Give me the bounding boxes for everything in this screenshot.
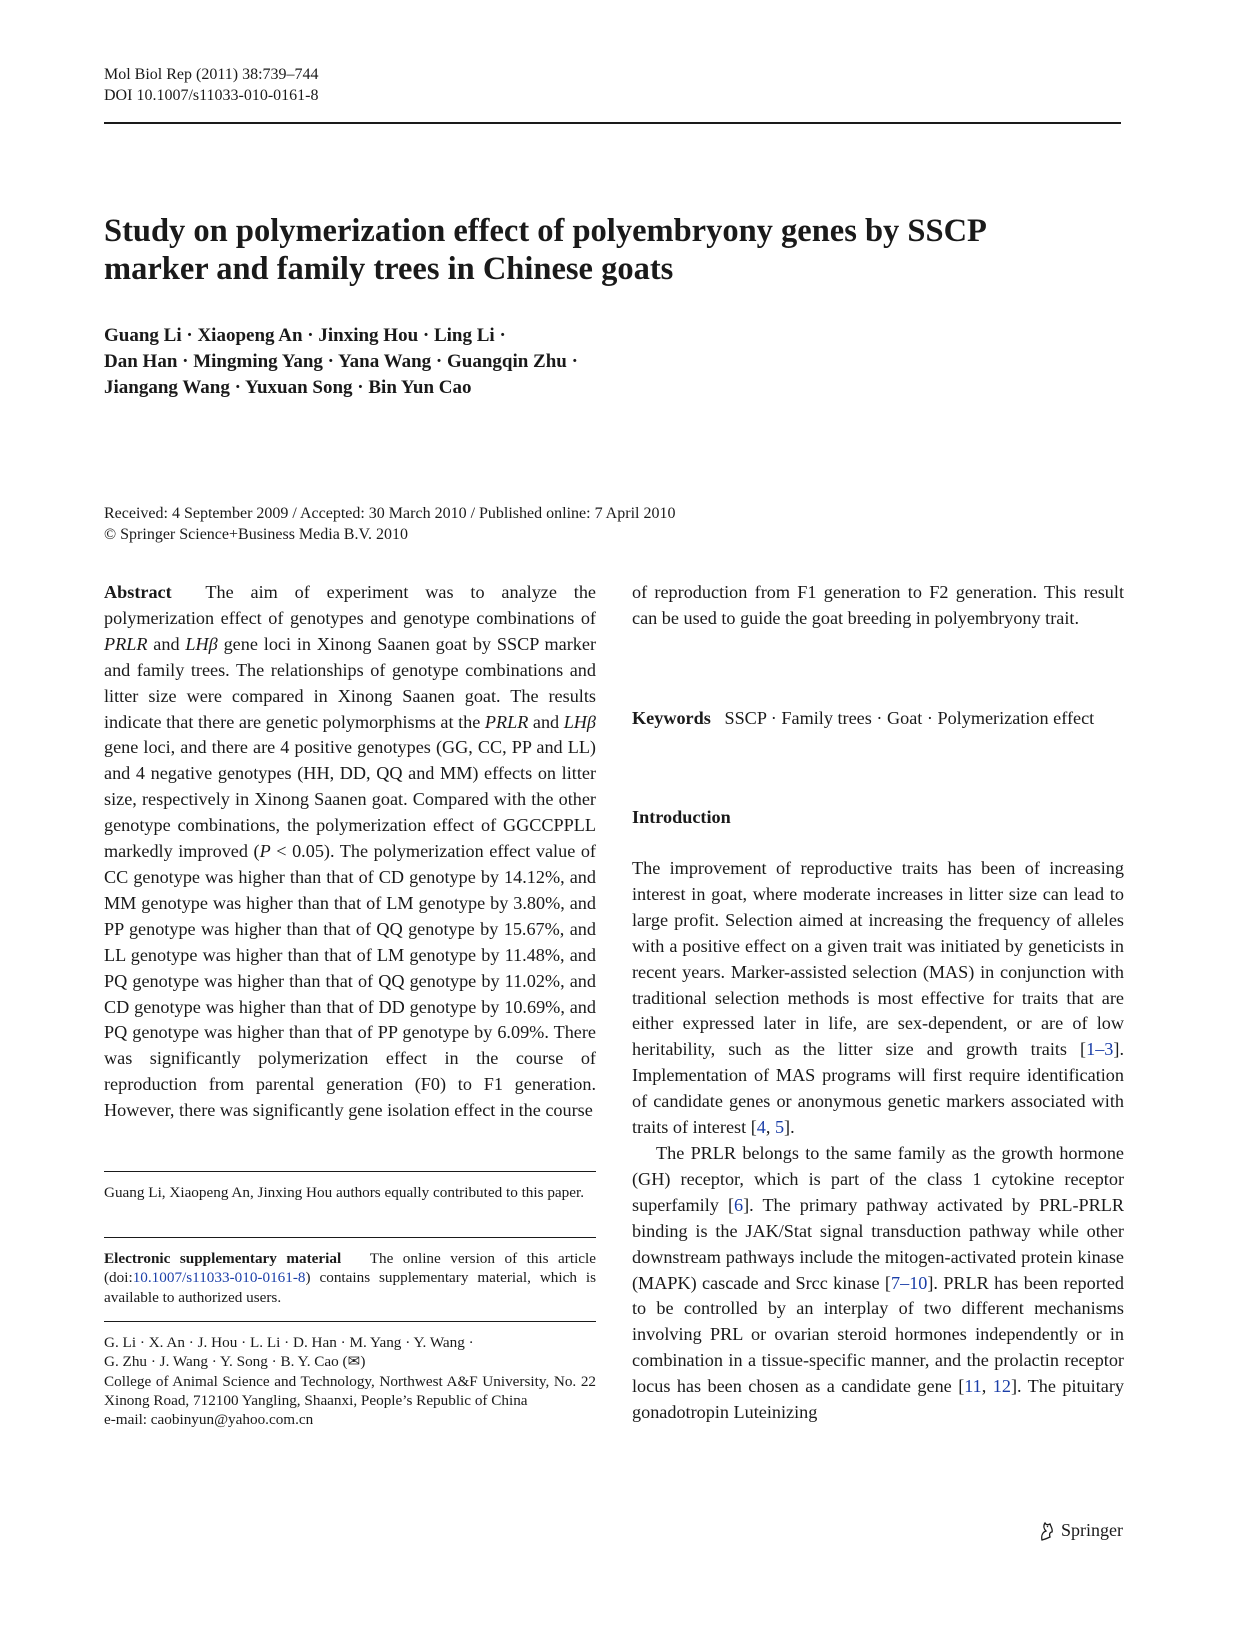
gene-name: PRLR <box>104 633 148 654</box>
title-line: Study on polymerization effect of polyembryony genes by SSCP <box>104 213 987 249</box>
journal-citation: Mol Biol Rep (2011) 38:739–744 <box>104 66 319 83</box>
citation-link[interactable]: 12 <box>992 1376 1011 1397</box>
abstract <box>104 580 596 1124</box>
affiliation-names: ) <box>360 1353 366 1371</box>
abstract-label: Abstract <box>104 582 172 602</box>
publisher-name: Springer <box>1061 1520 1123 1540</box>
citation-link[interactable]: 6 <box>734 1194 744 1215</box>
paragraph-text: ]. The primary pathway activated by PRL-PRLR binding is the JAK/Stat signal transduction pathway while other downstream pathways include the mitogen-activated protein kinase (MAPK) cascade and Srcc kinase [ <box>632 1194 1124 1293</box>
paragraph-text: ]. <box>784 1117 795 1138</box>
paragraph-text: The improvement of reproductive traits has been of increasing interest in goat, where moderate increases in litter size can lead to large profit. Selection aimed at increasing the frequency of alleles with a positive effect on a given trait was initiated by geneticists in recent years. Marker-assisted selection (MAS) in conjunction with traditional selection methods is most effective for traits that are either expressed later in life, are sex-dependent, or are of low heritability, such as the litter size and growth traits [ <box>632 858 1124 1060</box>
publication-dates <box>104 503 675 545</box>
doi-line: DOI 10.1007/s11033-010-0161-8 <box>104 87 319 104</box>
gene-name: LHβ <box>563 711 596 732</box>
abstract-continuation-block <box>632 580 1124 632</box>
citation-link[interactable]: 7–10 <box>891 1272 928 1293</box>
title-line: marker and family trees in Chinese goats <box>104 251 674 287</box>
intro-paragraph-2 <box>632 1141 1124 1426</box>
abstract-text: and <box>147 633 186 654</box>
introduction-body <box>632 856 1124 1426</box>
citation-link[interactable]: 11 <box>964 1376 982 1397</box>
keywords-label: Keywords <box>632 708 711 728</box>
left-column <box>104 580 596 1124</box>
equal-contribution-note <box>104 1183 596 1202</box>
author-list <box>104 323 578 401</box>
received-accepted-line: Received: 4 September 2009 / Accepted: 30 March 2010 / Published online: 7 April 2010 <box>104 505 676 522</box>
article-title <box>104 212 1104 288</box>
envelope-icon: ✉ <box>347 1353 361 1371</box>
introduction-heading-block <box>632 805 1124 831</box>
footnote-text: The online version of this article (doi: <box>104 1250 596 1287</box>
springer-horse-icon <box>1038 1521 1056 1541</box>
abstract-text: < 0.05). The polymerization effect value of CC genotype was higher than that of CD genotype by 14.12%, and MM genotype was higher than that of LM genotype by 3.80%, and PP genotype was higher than that of QQ genotype by 15.67%, and LL genotype was higher than that of LM genotype by 11.48%, and PQ genotype was higher than that of QQ genotype by 11.02%, and CD genotype was higher than that of DD genotype by 10.69%, and PQ genotype was higher than that of PP genotype by 6.09%. There was significantly polymerization effect in the course of reproduction from parental generation (F0) to F1 generation. However, there was significantly gene isolation effect in the course <box>104 841 596 1121</box>
footnote-rule <box>104 1171 596 1172</box>
copyright-line: © Springer Science+Business Media B.V. 2010 <box>104 526 408 543</box>
running-header <box>104 64 319 106</box>
footnote-text: Guang Li, Xiaopeng An, Jinxing Hou authors equally contributed to this paper. <box>104 1184 585 1201</box>
publisher-logo <box>1038 1520 1123 1541</box>
gene-name: LHβ <box>185 633 218 654</box>
keywords-text: SSCP · Family trees · Goat · Polymerization effect <box>724 708 1095 728</box>
intro-paragraph-1 <box>632 856 1124 1141</box>
esm-label: Electronic supplementary material <box>104 1250 342 1267</box>
paragraph-text: , <box>981 1376 993 1397</box>
footnote-rule <box>104 1321 596 1322</box>
citation-link[interactable]: 1–3 <box>1086 1039 1114 1060</box>
affiliation-note <box>104 1333 596 1429</box>
author-line: Jiangang Wang · Yuxuan Song · Bin Yun Cao <box>104 377 472 398</box>
abstract-text: gene loci, and there are 4 positive genotypes (GG, CC, PP and LL) and 4 negative genotypes (HH, DD, QQ and MM) effects on litter size, respectively in Xinong Saanen goat. Compared with the other genotype combinations, the polymerization effect of GGCCPPLL markedly improved ( <box>104 737 596 862</box>
citation-link[interactable]: 5 <box>774 1117 785 1138</box>
paragraph-text: ]. The pituitary gonadotropin Luteinizing <box>632 1376 1124 1423</box>
affiliation-institution: College of Animal Science and Technology, Northwest A&F University, No. 22 Xinong Road, 712100 Yangling, Shaanxi, People’s Republic of China <box>104 1372 596 1409</box>
paragraph-text: The PRLR belongs to the same family as the growth hormone (GH) receptor, which is part of the class 1 cytokine receptor superfamily [ <box>632 1142 1124 1215</box>
paragraph-text: , <box>765 1117 775 1138</box>
keywords-block <box>632 706 1124 732</box>
gene-name: PRLR <box>484 711 529 732</box>
esm-note <box>104 1249 596 1307</box>
author-line: Dan Han · Mingming Yang · Yana Wang · Guangqin Zhu · <box>104 351 578 372</box>
p-value-symbol: P <box>259 841 271 862</box>
abstract-text: and <box>528 711 564 732</box>
doi-link[interactable]: 10.1007/s11033-010-0161-8 <box>132 1269 306 1287</box>
section-heading: Introduction <box>632 807 731 827</box>
abstract-text: The aim of experiment was to analyze the polymerization effect of genotypes and genotype combinations of <box>104 582 596 628</box>
footnote-text: ) contains supplementary material, which is available to authorized users. <box>104 1269 596 1306</box>
affiliation-names: G. Zhu · J. Wang · Y. Song · B. Y. Cao ( <box>104 1353 348 1371</box>
footnote-rule <box>104 1237 596 1238</box>
author-line: Guang Li · Xiaopeng An · Jinxing Hou · Ling Li · <box>104 325 506 346</box>
header-rule <box>104 122 1121 124</box>
abstract-continuation <box>632 580 1124 632</box>
abstract-text: gene loci in Xinong Saanen goat by SSCP marker and family trees. The relationships of genotype combinations and litter size were compared in Xinong Saanen goat. The results indicate that there are genetic polymorphisms at the <box>104 633 597 732</box>
paragraph-text: ]. PRLR has been reported to be controlled by an interplay of two different mechanisms involving PRL or ovarian steroid hormones independently or in combination in a tissue-specific manner, and the prolactin receptor locus has been chosen as a candidate gene [ <box>632 1272 1124 1397</box>
affiliation-names: G. Li · X. An · J. Hou · L. Li · D. Han · M. Yang · Y. Wang · <box>104 1334 474 1351</box>
citation-link[interactable]: 4 <box>756 1117 766 1138</box>
abstract-text: of reproduction from F1 generation to F2 generation. This result can be used to guide the goat breeding in polyembryony trait. <box>632 582 1124 628</box>
author-email[interactable]: e-mail: caobinyun@yahoo.com.cn <box>104 1411 314 1429</box>
paragraph-text: ]. Implementation of MAS programs will first require identification of candidate genes or anonymous genetic markers associated with traits of interest [ <box>632 1039 1124 1138</box>
